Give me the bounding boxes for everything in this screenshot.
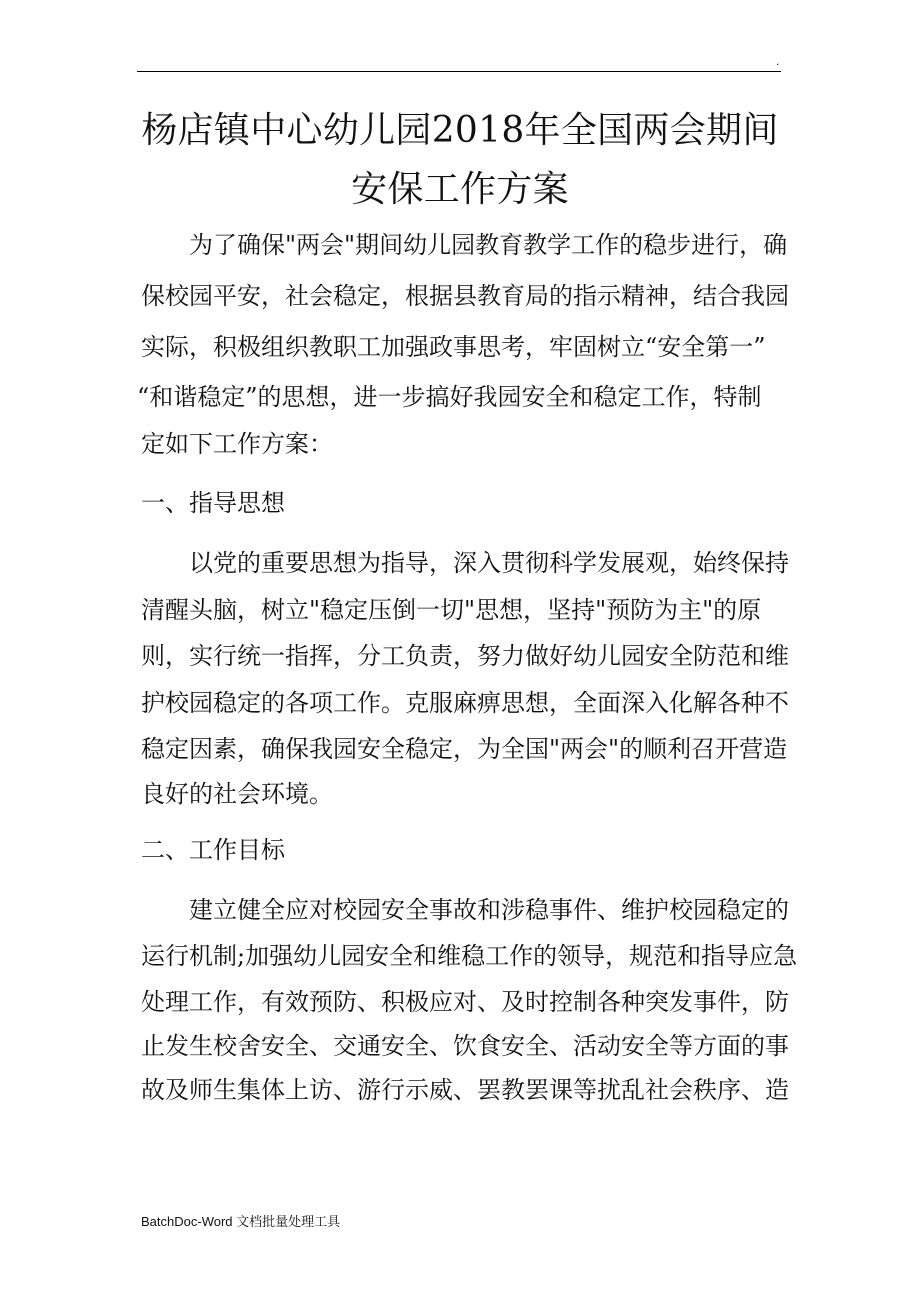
section1-line: 清醒头脑，树立"稳定压倒一切"思想，坚持"预防为主"的原 [141,596,762,624]
section1-line: 则，实行统一指挥，分工负责，努力做好幼儿园安全防范和维 [141,642,789,670]
intro-line: 为了确保"两会"期间幼儿园教育教学工作的稳步进行，确 [189,231,788,259]
header-mark: . [776,54,780,68]
section1-line: 稳定因素，确保我园安全稳定，为全国"两会"的顺利召开营造 [141,735,788,763]
section1-line: 良好的社会环境。 [141,780,333,808]
intro-line: 定如下工作方案： [141,430,333,458]
header-rule [137,71,781,72]
section2-line: 建立健全应对校园安全事故和涉稳事件、维护校园稳定的 [189,896,789,924]
section2-line: 故及师生集体上访、游行示威、罢教罢课等扰乱社会秩序、造 [141,1076,789,1104]
footer-text: BatchDoc-Word 文档批量处理工具 [141,1214,341,1229]
document-title-line-1: 杨店镇中心幼儿园2018年全国两会期间 [141,110,779,151]
intro-line: 保校园平安，社会稳定，根据县教育局的指示精神，结合我园 [141,282,789,310]
section2-line: 止发生校舍安全、交通安全、饮食安全、活动安全等方面的事 [141,1032,789,1060]
intro-line: 实际，积极组织教职工加强政事思考，牢固树立“安全第一” [141,333,766,361]
section2-line: 运行机制;加强幼儿园安全和维稳工作的领导，规范和指导应急 [141,942,798,970]
section-heading: 一、指导思想 [141,489,285,517]
section1-line: 护校园稳定的各项工作。克服麻痹思想，全面深入化解各种不 [141,689,789,717]
section1-line: 以党的重要思想为指导，深入贯彻科学发展观，始终保持 [189,549,789,577]
section2-line: 处理工作，有效预防、积极应对、及时控制各种突发事件，防 [141,988,789,1016]
document-title-line-2: 安保工作方案 [351,169,569,210]
intro-line: “和谐稳定”的思想，进一步搞好我园安全和稳定工作，特制 [137,383,762,411]
section-heading: 二、工作目标 [141,836,285,864]
